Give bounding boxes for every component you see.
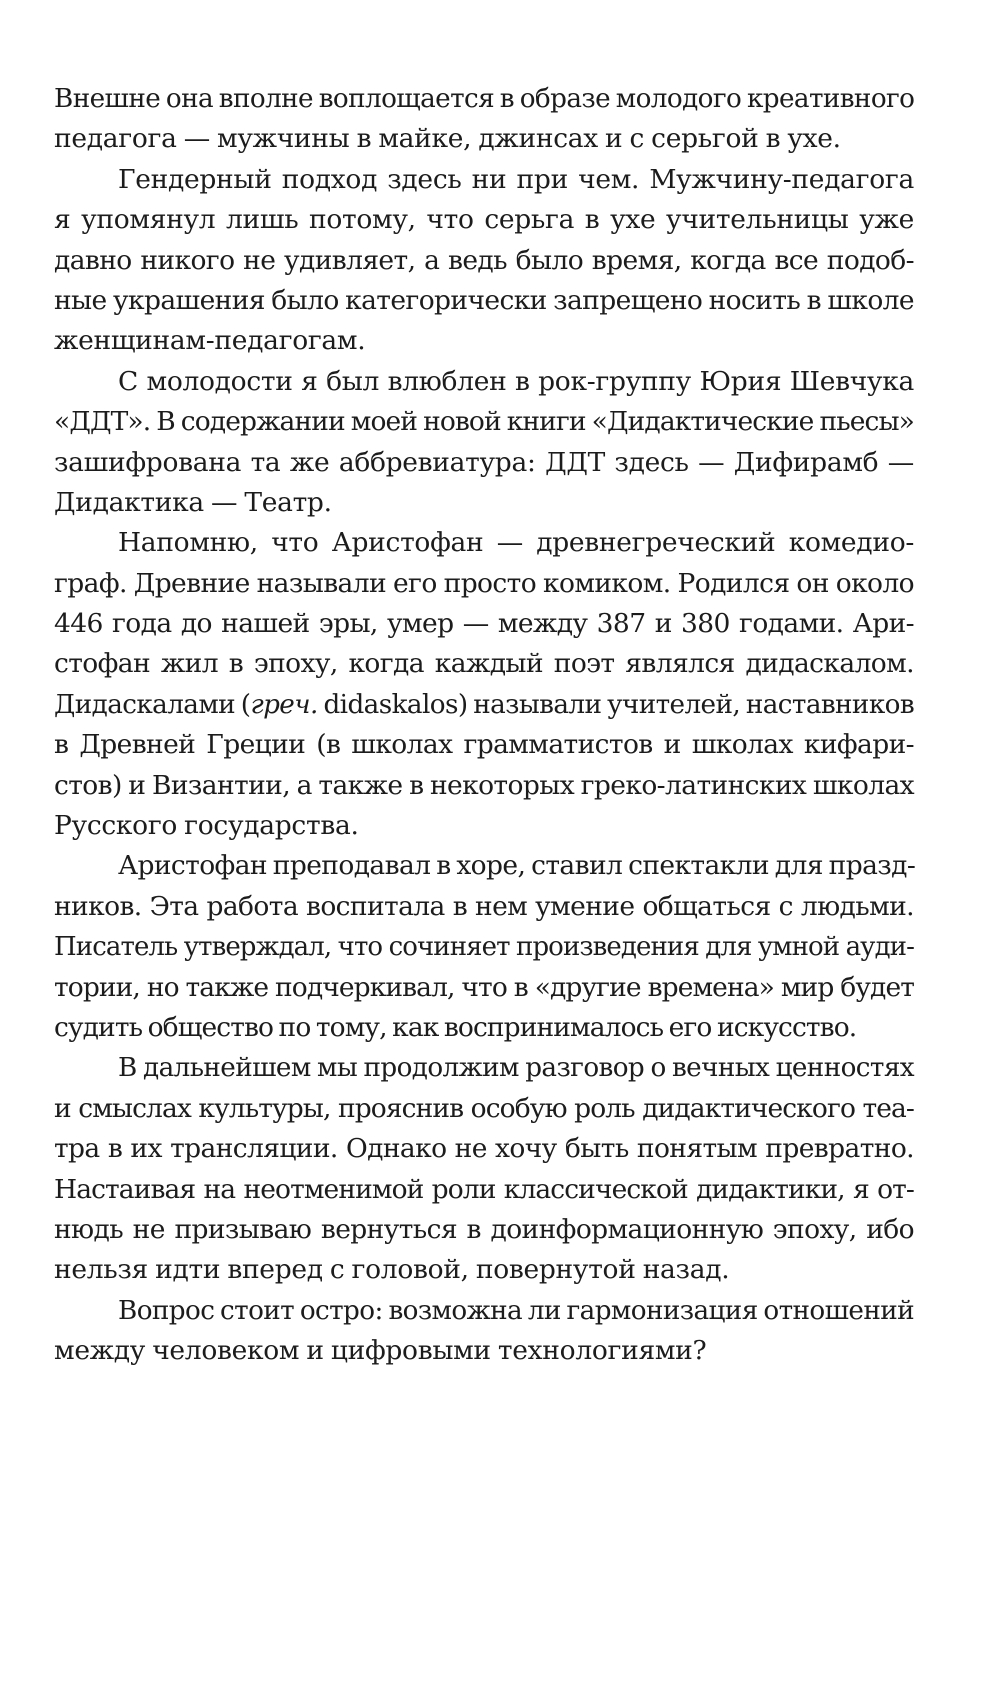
text-line: Русского государства.: [54, 810, 359, 842]
text-line: нельзя идти вперед с головой, повернутой назад.: [54, 1254, 730, 1286]
text-line: Напомню, что Аристофан — древнегреческий комедио-: [118, 527, 914, 559]
text-line: С молодости я был влюблен в рок-группу Юрия Шевчука: [118, 365, 914, 397]
text-line: Дидактика — Театр.: [54, 486, 332, 518]
text-line: в Древней Греции (в школах грамматистов и школах кифари-: [54, 729, 914, 761]
paragraph-5: [54, 685, 914, 847]
italic-term: греч.: [250, 689, 318, 720]
text-line: тра в их трансляции. Однако не хочу быть понятым превратно.: [54, 1133, 914, 1165]
text-line: тории, но также подчеркивал, что в «другие времена» мир будет: [54, 971, 914, 1003]
text-line: «ДДТ». В содержании моей новой книги «Дидактические пьесы»: [54, 406, 914, 438]
text-line: стофан жил в эпоху, когда каждый поэт являлся дидаскалом.: [54, 648, 914, 680]
text-line: Вопрос стоит остро: возможна ли гармонизация отношений: [118, 1295, 915, 1326]
paragraph-7: [54, 1048, 914, 1290]
text-line: между человеком и цифровыми технологиями?: [54, 1335, 707, 1367]
text-line: судить общество по тому, как воспринималось его искусство.: [54, 1011, 857, 1043]
text-line: Настаивая на неотменимой роли классической дидактики, я от-: [54, 1173, 914, 1205]
paragraph-3: [54, 362, 914, 524]
text-line: нюдь не призываю вернуться в доинформационную эпоху, ибо: [54, 1213, 914, 1245]
text-line: зашифрована та же аббревиатура: ДДТ здесь — Дифирамб —: [54, 446, 914, 478]
text-line: Гендерный подход здесь ни при чем. Мужчину-педагога: [118, 163, 914, 195]
text-line: [54, 685, 914, 725]
text-line: Писатель утверждал, что сочиняет произведения для умной ауди-: [54, 932, 914, 963]
text-line: я упомянул лишь потому, что серьга в ухе учительницы уже: [54, 204, 914, 236]
paragraph-1: [54, 79, 914, 160]
text-line: педагога — мужчины в майке, джинсах и с серьгой в ухе.: [54, 123, 841, 155]
text-line: женщинам-педагогам.: [54, 325, 366, 357]
text-line: граф. Древние называли его просто комиком. Родился он около: [54, 567, 914, 599]
paragraph-2: [54, 160, 914, 362]
text-line: Аристофан преподавал в хоре, ставил спектакли для празд-: [118, 850, 916, 882]
text-line: 446 года до нашей эры, умер — между 387 и 380 годами. Ари-: [54, 608, 914, 640]
page-text: [54, 79, 914, 1372]
paragraph-8: [54, 1291, 914, 1372]
paragraph-4: [54, 523, 914, 685]
text-line: стов) и Византии, а также в некоторых греко-латинских школах: [54, 769, 914, 801]
text-line: Внешне она вполне воплощается в образе молодого креативного: [54, 84, 915, 114]
text-line: и смыслах культуры, прояснив особую роль дидактического теа-: [54, 1092, 914, 1124]
text-line: ников. Эта работа воспитала в нем умение общаться с людьми.: [54, 890, 914, 922]
paragraph-6: [54, 846, 914, 1048]
text-line: В дальнейшем мы продолжим разговор о вечных ценностях: [118, 1053, 914, 1084]
text-segment: didaskalos) называли учителей, наставников: [317, 689, 915, 720]
text-segment: Дидаскалами (: [54, 689, 251, 720]
text-line: давно никого не удивляет, а ведь было время, когда все подоб-: [54, 244, 914, 276]
text-line: ные украшения было категорически запрещено носить в школе: [54, 284, 914, 316]
